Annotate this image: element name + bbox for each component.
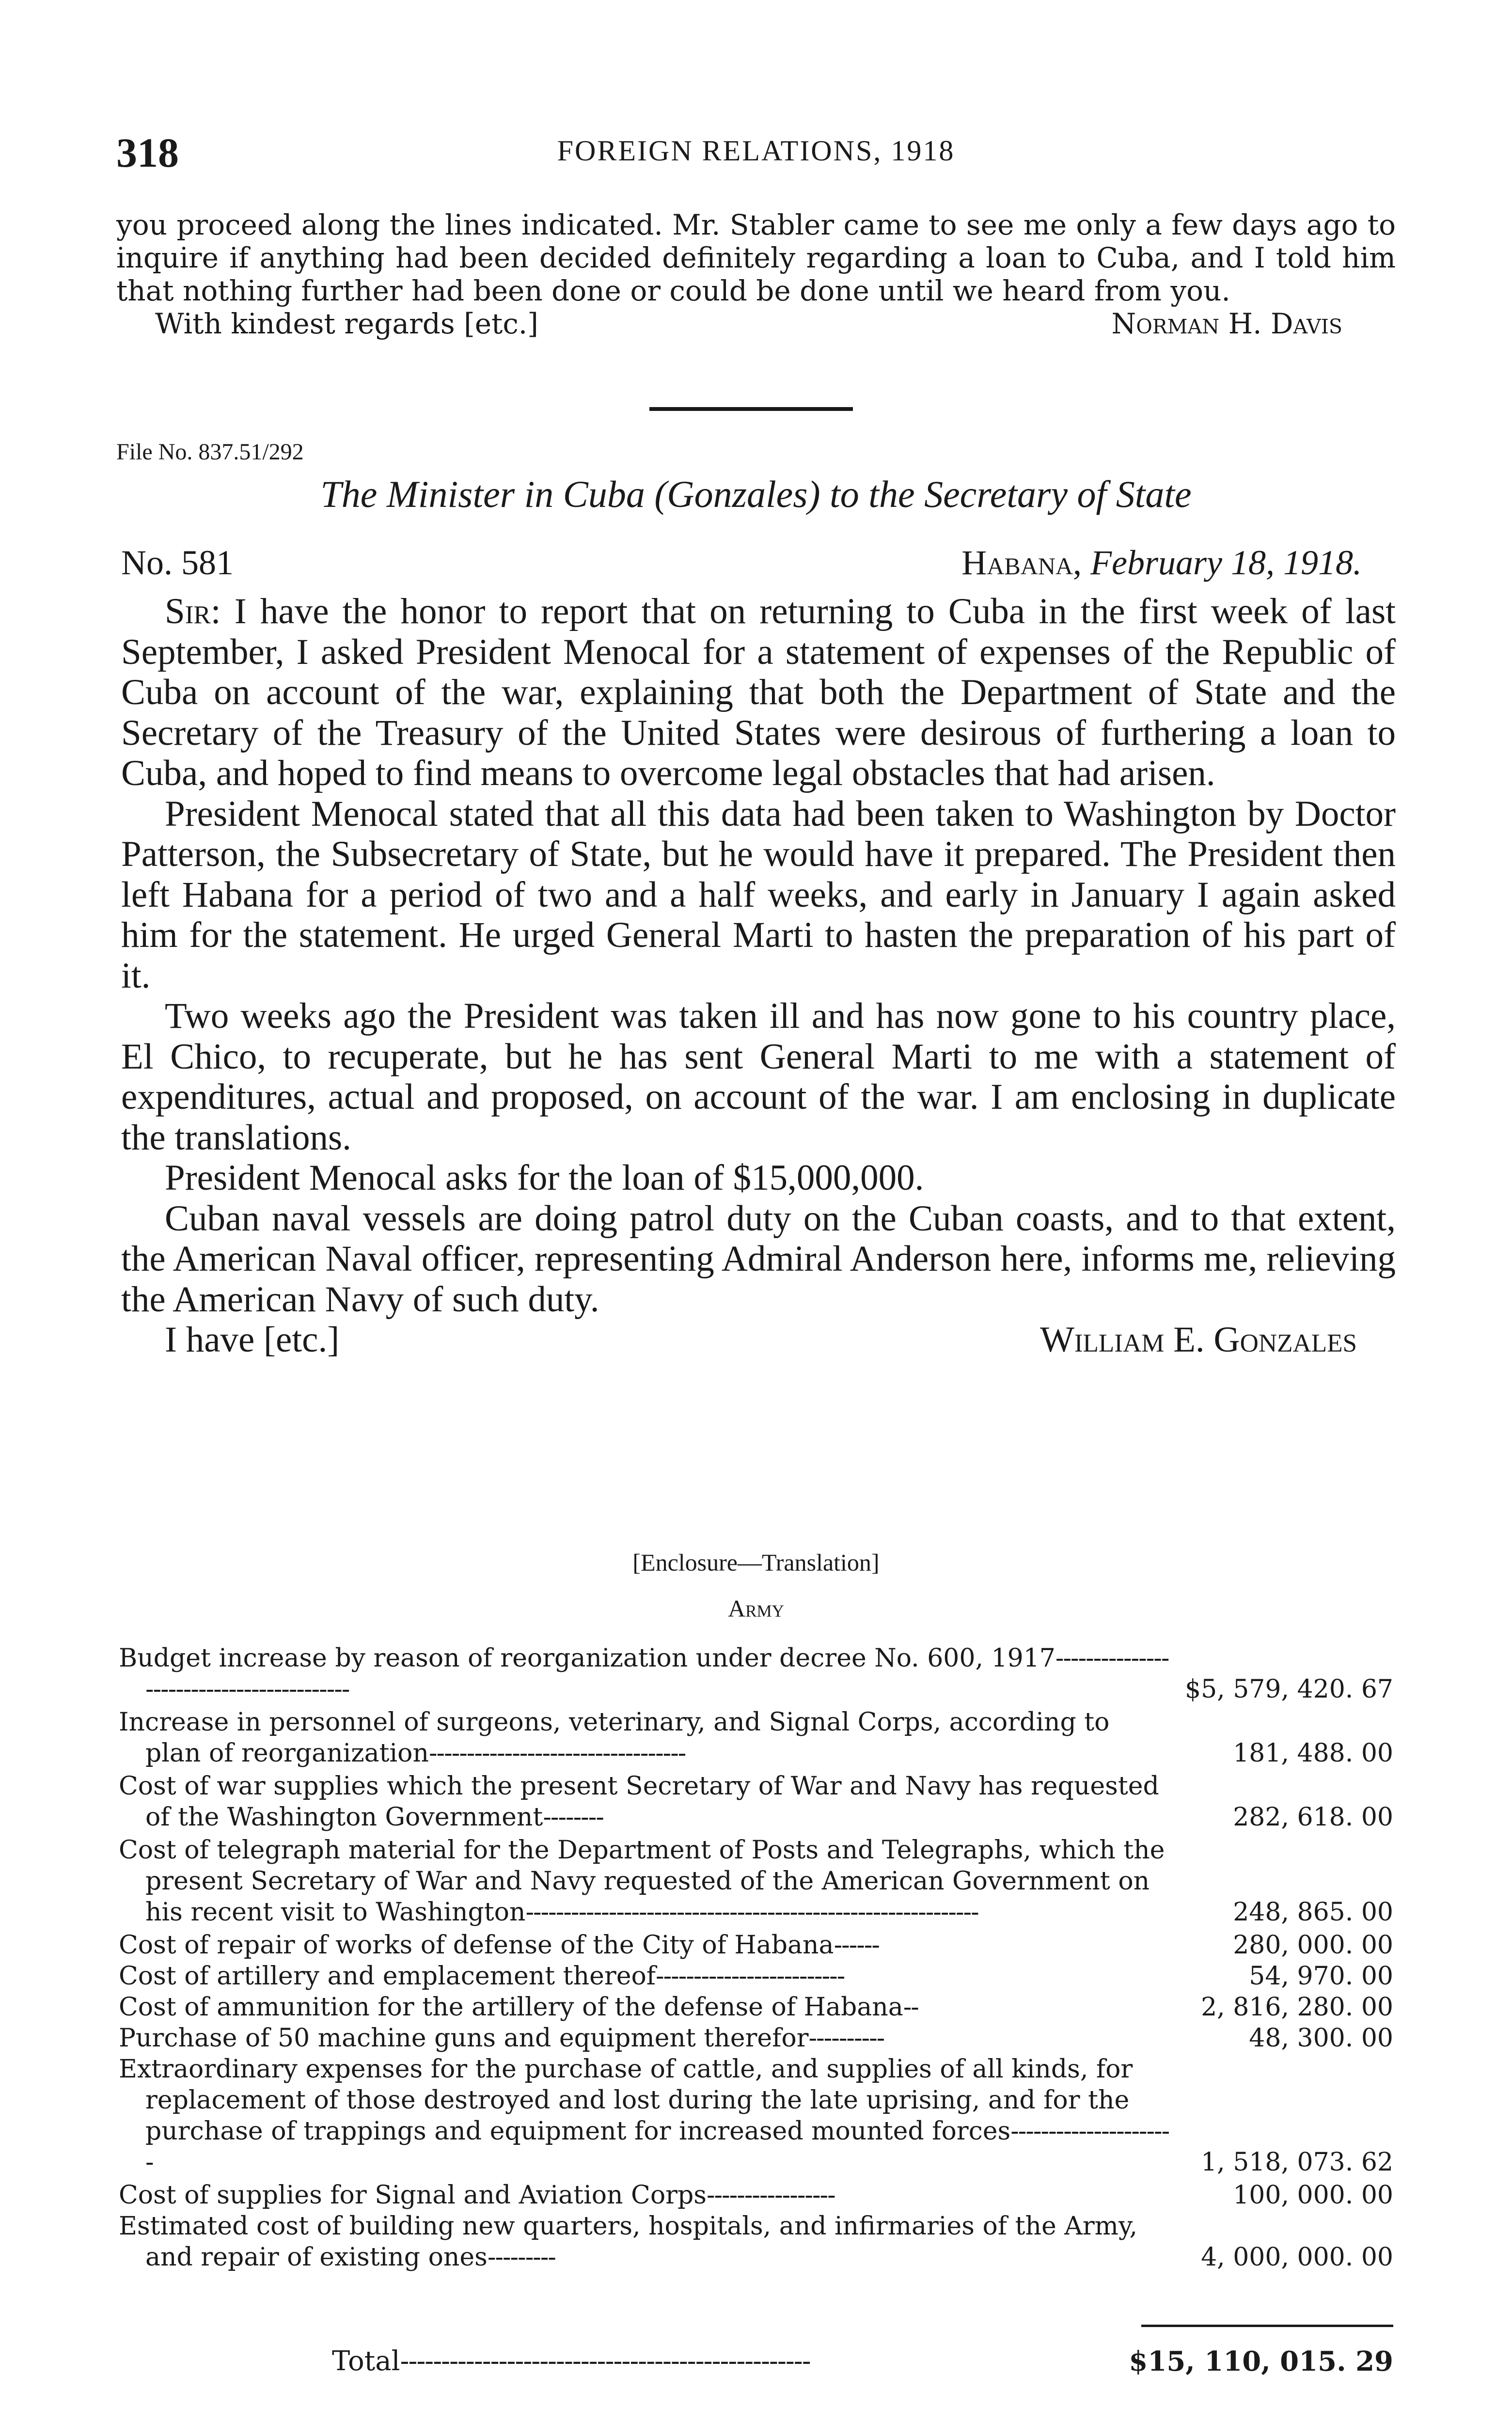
budget-row: Budget increase by reason of reorganization under decree No. 600, 1917------------------------------------------ $5, 579, 420. 67 bbox=[119, 1644, 1393, 1704]
salutation: Sir: bbox=[165, 591, 221, 631]
item-amount: 48, 300. 00 bbox=[1249, 2024, 1393, 2053]
budget-row: Cost of ammunition for the artillery of the defense of Habana-- 2, 816, 280. 00 bbox=[119, 1993, 1393, 2022]
budget-row: Cost of telegraph material for the Department of Posts and Telegraphs, which the present Secretary of War and Navy requested of the American Government on his recent visit to Washington------------------------------------------------------------ 248, 865. 00 bbox=[119, 1836, 1393, 1927]
budget-row: Cost of repair of works of defense of the City of Habana------ 280, 000. 00 bbox=[119, 1931, 1393, 1960]
budget-row: Increase in personnel of surgeons, veterinary, and Signal Corps, according to plan of reorganization---------------------------------- 181, 488. 00 bbox=[119, 1708, 1393, 1768]
enclosure-heading: [Enclosure—Translation] bbox=[632, 1549, 880, 1576]
letter-title: The Minister in Cuba (Gonzales) to the Secretary of State bbox=[320, 473, 1192, 515]
letter-reference-line bbox=[116, 543, 1396, 591]
paragraph: President Menocal asks for the loan of $15,000,000. bbox=[165, 1158, 924, 1198]
letter-closing: I have [etc.] bbox=[165, 1320, 340, 1360]
previous-letter-signature: Norman H. Davis bbox=[1111, 307, 1342, 340]
item-description: Cost of war supplies which the present Secretary of War and Navy has requested of the Washington Government bbox=[119, 1772, 1159, 1832]
letter-signature: William E. Gonzales bbox=[1040, 1320, 1357, 1360]
item-amount: 181, 488. 00 bbox=[1233, 1739, 1393, 1768]
paragraph-text: I have the honor to report that on returning to Cuba in the first week of last September, I asked President Menocal for a statement of expenses of the Republic of Cuba on account of the war, explaining that both the Department of State and the Secretary of the Treasury of the United States were desirous of furthering a loan to Cuba, and hoped to find means to overcome legal obstacles that had arisen. bbox=[121, 591, 1396, 793]
previous-letter bbox=[116, 208, 1396, 340]
item-amount: 4, 000, 000. 00 bbox=[1201, 2243, 1393, 2272]
budget-row: Purchase of 50 machine guns and equipment therefor---------- 48, 300. 00 bbox=[119, 2024, 1393, 2053]
letter-body bbox=[121, 591, 1396, 1360]
item-amount: 282, 618. 00 bbox=[1233, 1803, 1393, 1832]
paragraph: President Menocal stated that all this data had been taken to Washington by Doctor Patterson, the Subsecretary of State, but he would have it prepared. The President then left Habana for a period of two and a half weeks, and early in January I again asked him for the statement. He urged General Marti to hasten the preparation of his part of it. bbox=[121, 793, 1396, 996]
total-amount: $15, 110, 015. 29 bbox=[1129, 2345, 1393, 2377]
paragraph: Cuban naval vessels are doing patrol duty on the Cuban coasts, and to that extent, the American Naval officer, representing Admiral Anderson here, informs me, relieving the American Navy of such duty. bbox=[121, 1198, 1396, 1320]
total-row bbox=[119, 2345, 1393, 2379]
item-amount: 1, 518, 073. 62 bbox=[1201, 2148, 1393, 2177]
date: February 18, 1918. bbox=[1090, 543, 1362, 582]
despatch-number: No. 581 bbox=[121, 543, 234, 582]
budget-row: Extraordinary expenses for the purchase of cattle, and supplies of all kinds, for replacement of those destroyed and lost during the late uprising, and for the purchase of trappings and equipment for increased mounted forces---------------------- 1, 518, 073. 62 bbox=[119, 2055, 1393, 2177]
paragraph: Two weeks ago the President was taken ill and has now gone to his country place, El Chico, to recuperate, but he has sent General Marti to me with a statement of expenditures, actual and proposed, on account of the war. I am enclosing in duplicate the translations. bbox=[121, 996, 1396, 1158]
place-date bbox=[961, 543, 1362, 583]
item-description: Cost of telegraph material for the Department of Posts and Telegraphs, which the present Secretary of War and Navy requested of the American Government on his recent visit to Washington bbox=[119, 1836, 1165, 1927]
place: Habana, bbox=[961, 543, 1082, 582]
item-description: Increase in personnel of surgeons, veterinary, and Signal Corps, according to plan of reorganization bbox=[119, 1708, 1110, 1768]
previous-letter-closing: With kindest regards [etc.] bbox=[155, 307, 538, 340]
item-description: Estimated cost of building new quarters, hospitals, and infirmaries of the Army, and repair of existing ones bbox=[119, 2212, 1137, 2272]
item-amount: 280, 000. 00 bbox=[1233, 1931, 1393, 1960]
item-description: Extraordinary expenses for the purchase of cattle, and supplies of all kinds, for replacement of those destroyed and lost during the late uprising, and for the purchase of trappings and equipment for increased mounted forces bbox=[119, 2055, 1133, 2146]
item-amount: 54, 970. 00 bbox=[1249, 1962, 1393, 1991]
page-header bbox=[116, 124, 1396, 177]
letter-sign-off bbox=[121, 1320, 1396, 1360]
budget-table bbox=[119, 1643, 1393, 2273]
item-description: Cost of artillery and emplacement thereof bbox=[119, 1962, 656, 1991]
file-number: File No. 837.51/292 bbox=[116, 439, 304, 465]
item-description: Cost of ammunition for the artillery of the defense of Habana bbox=[119, 1993, 903, 2022]
total-label: Total-------------------------------------------------- bbox=[332, 2345, 810, 2377]
item-description: Cost of repair of works of defense of the City of Habana bbox=[119, 1931, 834, 1960]
item-description: Budget increase by reason of reorganization under decree No. 600, 1917 bbox=[119, 1644, 1055, 1673]
budget-row: Cost of artillery and emplacement thereof------------------------- 54, 970. 00 bbox=[119, 1962, 1393, 1991]
previous-letter-sign-off bbox=[116, 307, 1396, 340]
item-description: Cost of supplies for Signal and Aviation Corps bbox=[119, 2181, 707, 2210]
paragraph bbox=[121, 591, 1396, 794]
budget-row: Cost of war supplies which the present Secretary of War and Navy has requested of the Washington Government-------- 282, 618. 00 bbox=[119, 1772, 1393, 1832]
item-amount: 248, 865. 00 bbox=[1233, 1898, 1393, 1927]
section-divider bbox=[649, 407, 853, 411]
previous-letter-text: you proceed along the lines indicated. Mr. Stabler came to see me only a few days ago to inquire if anything had been decided definitely regarding a loan to Cuba, and I told him that nothing further had been done or could be done until we heard from you. bbox=[116, 208, 1396, 307]
running-head: FOREIGN RELATIONS, 1918 bbox=[557, 135, 955, 167]
item-description: Purchase of 50 machine guns and equipment therefor bbox=[119, 2024, 809, 2053]
item-amount: $5, 579, 420. 67 bbox=[1184, 1675, 1393, 1704]
item-amount: 100, 000. 00 bbox=[1233, 2181, 1393, 2210]
section-heading: Army bbox=[728, 1595, 784, 1622]
item-amount: 2, 816, 280. 00 bbox=[1201, 1993, 1393, 2022]
budget-row: Estimated cost of building new quarters, hospitals, and infirmaries of the Army, and repair of existing ones--------- 4, 000, 000. 00 bbox=[119, 2212, 1393, 2272]
budget-row: Cost of supplies for Signal and Aviation Corps----------------- 100, 000. 00 bbox=[119, 2181, 1393, 2210]
total-rule bbox=[1141, 2325, 1393, 2327]
page-number: 318 bbox=[116, 129, 179, 176]
